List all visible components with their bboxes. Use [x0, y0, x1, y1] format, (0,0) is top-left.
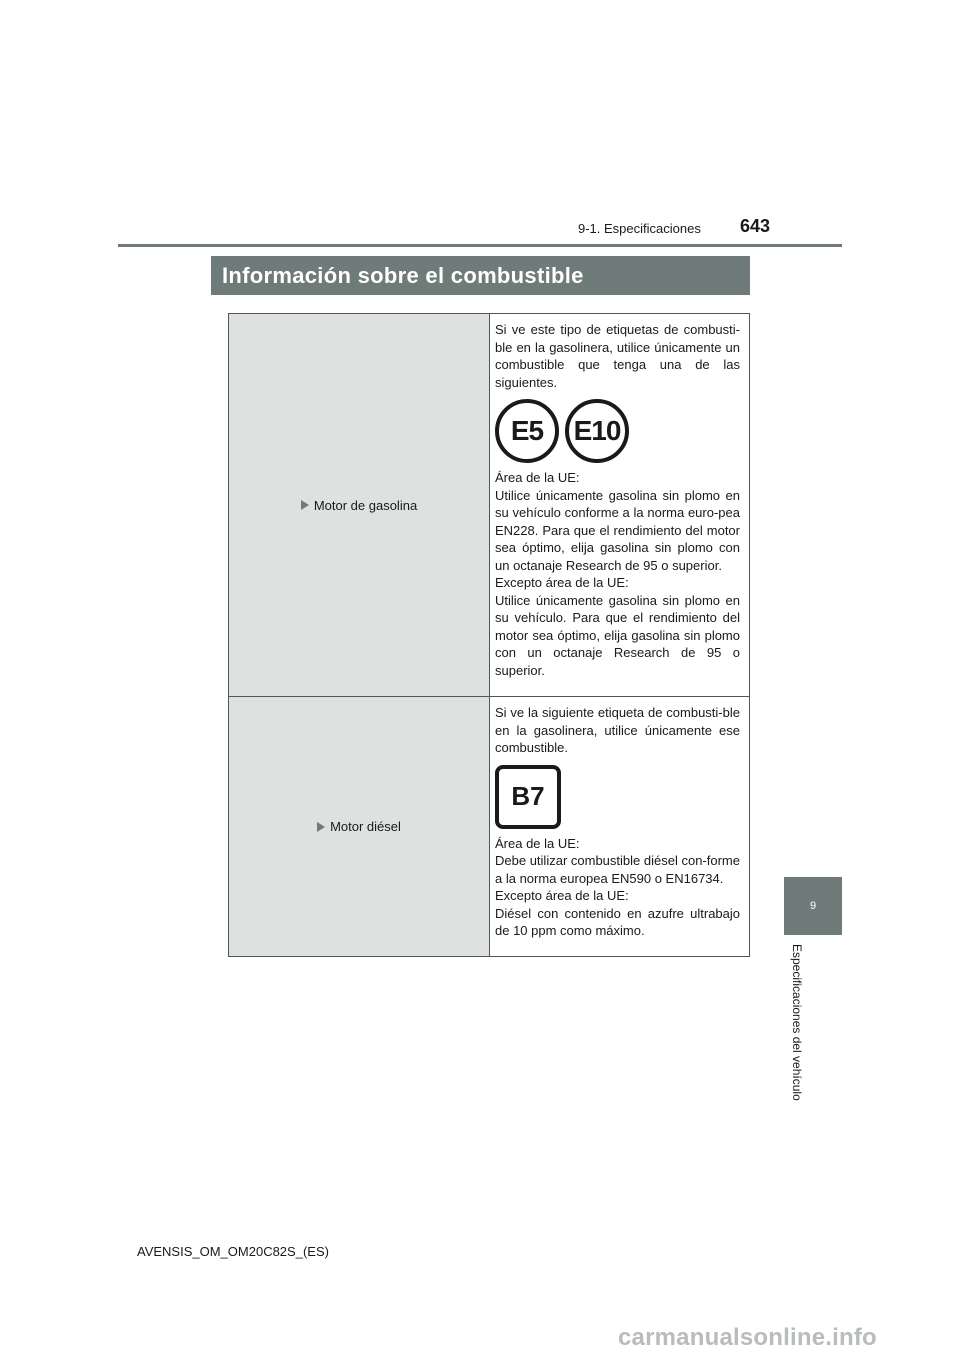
row-label-cell	[229, 314, 490, 697]
region-text: Debe utilizar combustible diésel con-forme a la norma europea EN590 o EN16734.	[495, 853, 740, 886]
table-row	[229, 697, 750, 957]
region-heading: Excepto área de la UE:	[495, 888, 629, 903]
row-description-cell	[490, 697, 750, 957]
header-divider	[118, 244, 842, 247]
row-description-cell	[490, 314, 750, 697]
document-code: AVENSIS_OM_OM20C82S_(ES)	[137, 1244, 329, 1259]
row-intro: Si ve la siguiente etiqueta de combusti-ble en la gasolinera, utilice únicamente ese combustible.	[495, 705, 740, 755]
row-label-cell	[229, 697, 490, 957]
fuel-label-b7-icon: B7	[495, 765, 561, 829]
table-row	[229, 314, 750, 697]
page-number: 643	[740, 216, 771, 236]
fuel-label-e5-icon: E5	[495, 399, 559, 463]
fuel-label-e10-icon: E10	[565, 399, 629, 463]
region-text: Diésel con contenido en azufre ultrabajo de 10 ppm como máximo.	[495, 905, 740, 938]
section-title-bar	[211, 256, 750, 295]
fuel-label-group	[495, 399, 740, 463]
chapter-tab-label: Especificaciones del vehículo	[790, 944, 804, 1101]
region-heading: Área de la UE:	[495, 470, 580, 485]
row-label: Motor diésel	[330, 819, 401, 834]
chapter-number: 9	[809, 900, 817, 912]
fuel-info-table	[228, 313, 750, 957]
triangle-bullet-icon	[301, 500, 309, 510]
watermark: carmanualsonline.info	[618, 1324, 877, 1351]
section-reference: 9-1. Especificaciones	[578, 221, 701, 236]
chapter-tab	[784, 877, 842, 935]
fuel-label-group	[495, 765, 740, 829]
triangle-bullet-icon	[317, 822, 325, 832]
region-text: Utilice únicamente gasolina sin plomo en su vehículo. Para que el rendimiento del motor sea óptimo, elija gasolina sin plomo con un octanaje Research de 95 o superior.	[495, 592, 740, 678]
row-intro: Si ve este tipo de etiquetas de combusti-ble en la gasolinera, utilice únicamente un combustible que tenga una de las siguientes.	[495, 322, 740, 390]
row-label: Motor de gasolina	[313, 497, 418, 513]
region-heading: Excepto área de la UE:	[495, 575, 629, 590]
region-heading: Área de la UE:	[495, 835, 580, 851]
section-title: Información sobre el combustible	[222, 262, 584, 288]
region-text: Utilice únicamente gasolina sin plomo en su vehículo conforme a la norma euro-pea EN228. Para que el rendimiento del motor sea óptimo, elija gasolina sin plomo con un octanaje Research de 95 o superior.	[495, 487, 740, 573]
